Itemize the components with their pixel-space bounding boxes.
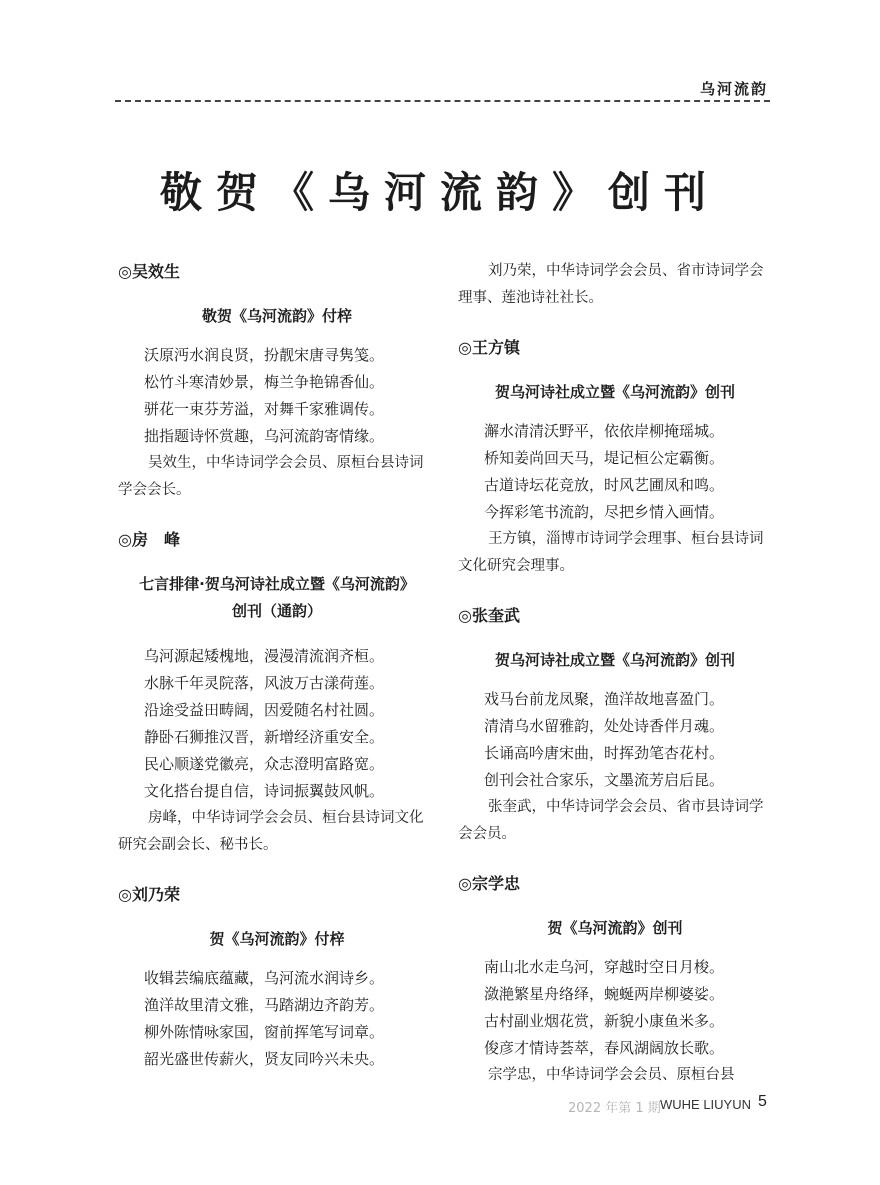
poem-line: 潋滟繁星舟络绎，蜿蜒两岸柳婆娑。	[484, 985, 725, 1003]
poem-line: 沿途受益田畴阔，因爱随名村社圆。	[144, 701, 385, 719]
author-heading: ◎刘乃荣	[118, 885, 180, 904]
poem-line: 澥水清清沃野平，依依岸柳掩瑶城。	[484, 422, 725, 440]
poem-title: 贺《乌河流韵》创刊	[547, 919, 683, 937]
poem-line: 水脉千年灵院落，风波万古漾荷莲。	[144, 674, 385, 692]
poem-line: 拙指题诗怀赏趣，乌河流韵寄情缘。	[144, 427, 385, 445]
poem-line: 戏马台前龙凤聚，渔洋故地喜盈门。	[484, 690, 725, 708]
footer-issue: 2022 年第 1 期	[568, 1101, 661, 1116]
poem-line: 韶光盛世传薪火，贤友同吟兴未央。	[144, 1050, 385, 1068]
page-title: 敬贺《乌河流韵》创刊	[159, 168, 720, 217]
poem-line: 渔洋故里清文雅，马踏湖边齐韵芳。	[144, 996, 385, 1014]
author-heading: ◎宗学忠	[458, 874, 520, 893]
poem-line: 民心顺遂党徽亮，众志澄明富路宽。	[144, 755, 385, 773]
poem-line: 桥知姜尚回天马，堤记桓公定霸衡。	[484, 449, 725, 467]
poem-line: 骈花一束芬芳溢，对舞千家雅调传。	[144, 400, 385, 418]
poem-title: 贺《乌河流韵》付梓	[209, 930, 345, 948]
poem-body	[118, 342, 436, 450]
poem-line: 文化搭台提自信，诗词振翼鼓风帆。	[144, 782, 385, 800]
poem-line: 创刊会社合家乐，文墨流芳启后昆。	[484, 771, 725, 789]
poem-line: 沃原沔水润良贤，扮靓宋唐寻隽笺。	[144, 346, 385, 364]
author-bio: 宗学忠，中华诗词学会会员、原桓台县	[488, 1067, 735, 1083]
author-bio: 房峰，中华诗词学会会员、桓台县诗词文化研究会副会长、秘书长。	[118, 810, 424, 853]
footer-journal-name: WUHE LIUYUN	[660, 1097, 752, 1112]
poem-title: 贺乌河诗社成立暨《乌河流韵》创刊	[494, 651, 735, 669]
right-column	[458, 258, 772, 1089]
poem-line: 古道诗坛花竞放，时风艺圃凤和鸣。	[484, 476, 725, 494]
author-bio: 吴效生，中华诗词学会会员、原桓台县诗词学会会长。	[118, 455, 424, 498]
author-bio: 张奎武，中华诗词学会会员、省市县诗词学会会员。	[458, 799, 764, 842]
page-number: 5	[758, 1093, 767, 1110]
author-heading: ◎房 峰	[118, 530, 180, 549]
author-heading: ◎张奎武	[458, 606, 520, 625]
poem-line: 松竹斗寒清妙景，梅兰争艳锦香仙。	[144, 373, 385, 391]
poem-line: 今挥彩笔书流韵，尽把乡情入画情。	[484, 503, 725, 521]
poem-line: 收辑芸编底蕴藏，乌河流水润诗乡。	[144, 969, 385, 987]
poem-body	[458, 686, 772, 794]
poem-line: 乌河源起矮槐地，漫漫清流润齐桓。	[144, 647, 385, 665]
left-column	[118, 258, 436, 1073]
poem-title: 七言排律·贺乌河诗社成立暨《乌河流韵》	[139, 575, 415, 593]
poem-line: 清清乌水留雅韵，处处诗香伴月魂。	[484, 717, 725, 735]
author-bio: 王方镇，淄博市诗词学会理事、桓台县诗词文化研究会理事。	[458, 531, 764, 574]
poem-body	[458, 418, 772, 526]
poem-title: 贺乌河诗社成立暨《乌河流韵》创刊	[494, 383, 735, 401]
poem-line: 南山北水走乌河，穿越时空日月梭。	[484, 958, 725, 976]
author-bio: 刘乃荣，中华诗词学会会员、省市诗词学会理事、莲池诗社社长。	[458, 263, 764, 306]
header-divider	[115, 100, 770, 102]
poem-line: 俊彦才情诗荟萃，春风湖阔放长歌。	[484, 1039, 725, 1057]
poem-line: 静卧石狮推汉晋，新增经济重安全。	[144, 728, 385, 746]
poem-line: 柳外陈情咏家国，窗前挥笔写词章。	[144, 1023, 385, 1041]
running-header-title: 乌河流韵	[699, 80, 768, 98]
poem-body	[118, 965, 436, 1073]
poem-line: 长诵高吟唐宋曲，时挥劲笔杏花村。	[484, 744, 725, 762]
poem-body	[458, 954, 772, 1062]
poem-body	[118, 643, 436, 805]
author-heading: ◎王方镇	[458, 338, 520, 357]
poem-line: 古村副业烟花赏，新貌小康鱼米多。	[484, 1012, 725, 1030]
author-heading: ◎吴效生	[118, 262, 180, 281]
poem-title-continued: 创刊（通韵）	[231, 602, 322, 620]
poem-title: 敬贺《乌河流韵》付梓	[201, 307, 352, 325]
